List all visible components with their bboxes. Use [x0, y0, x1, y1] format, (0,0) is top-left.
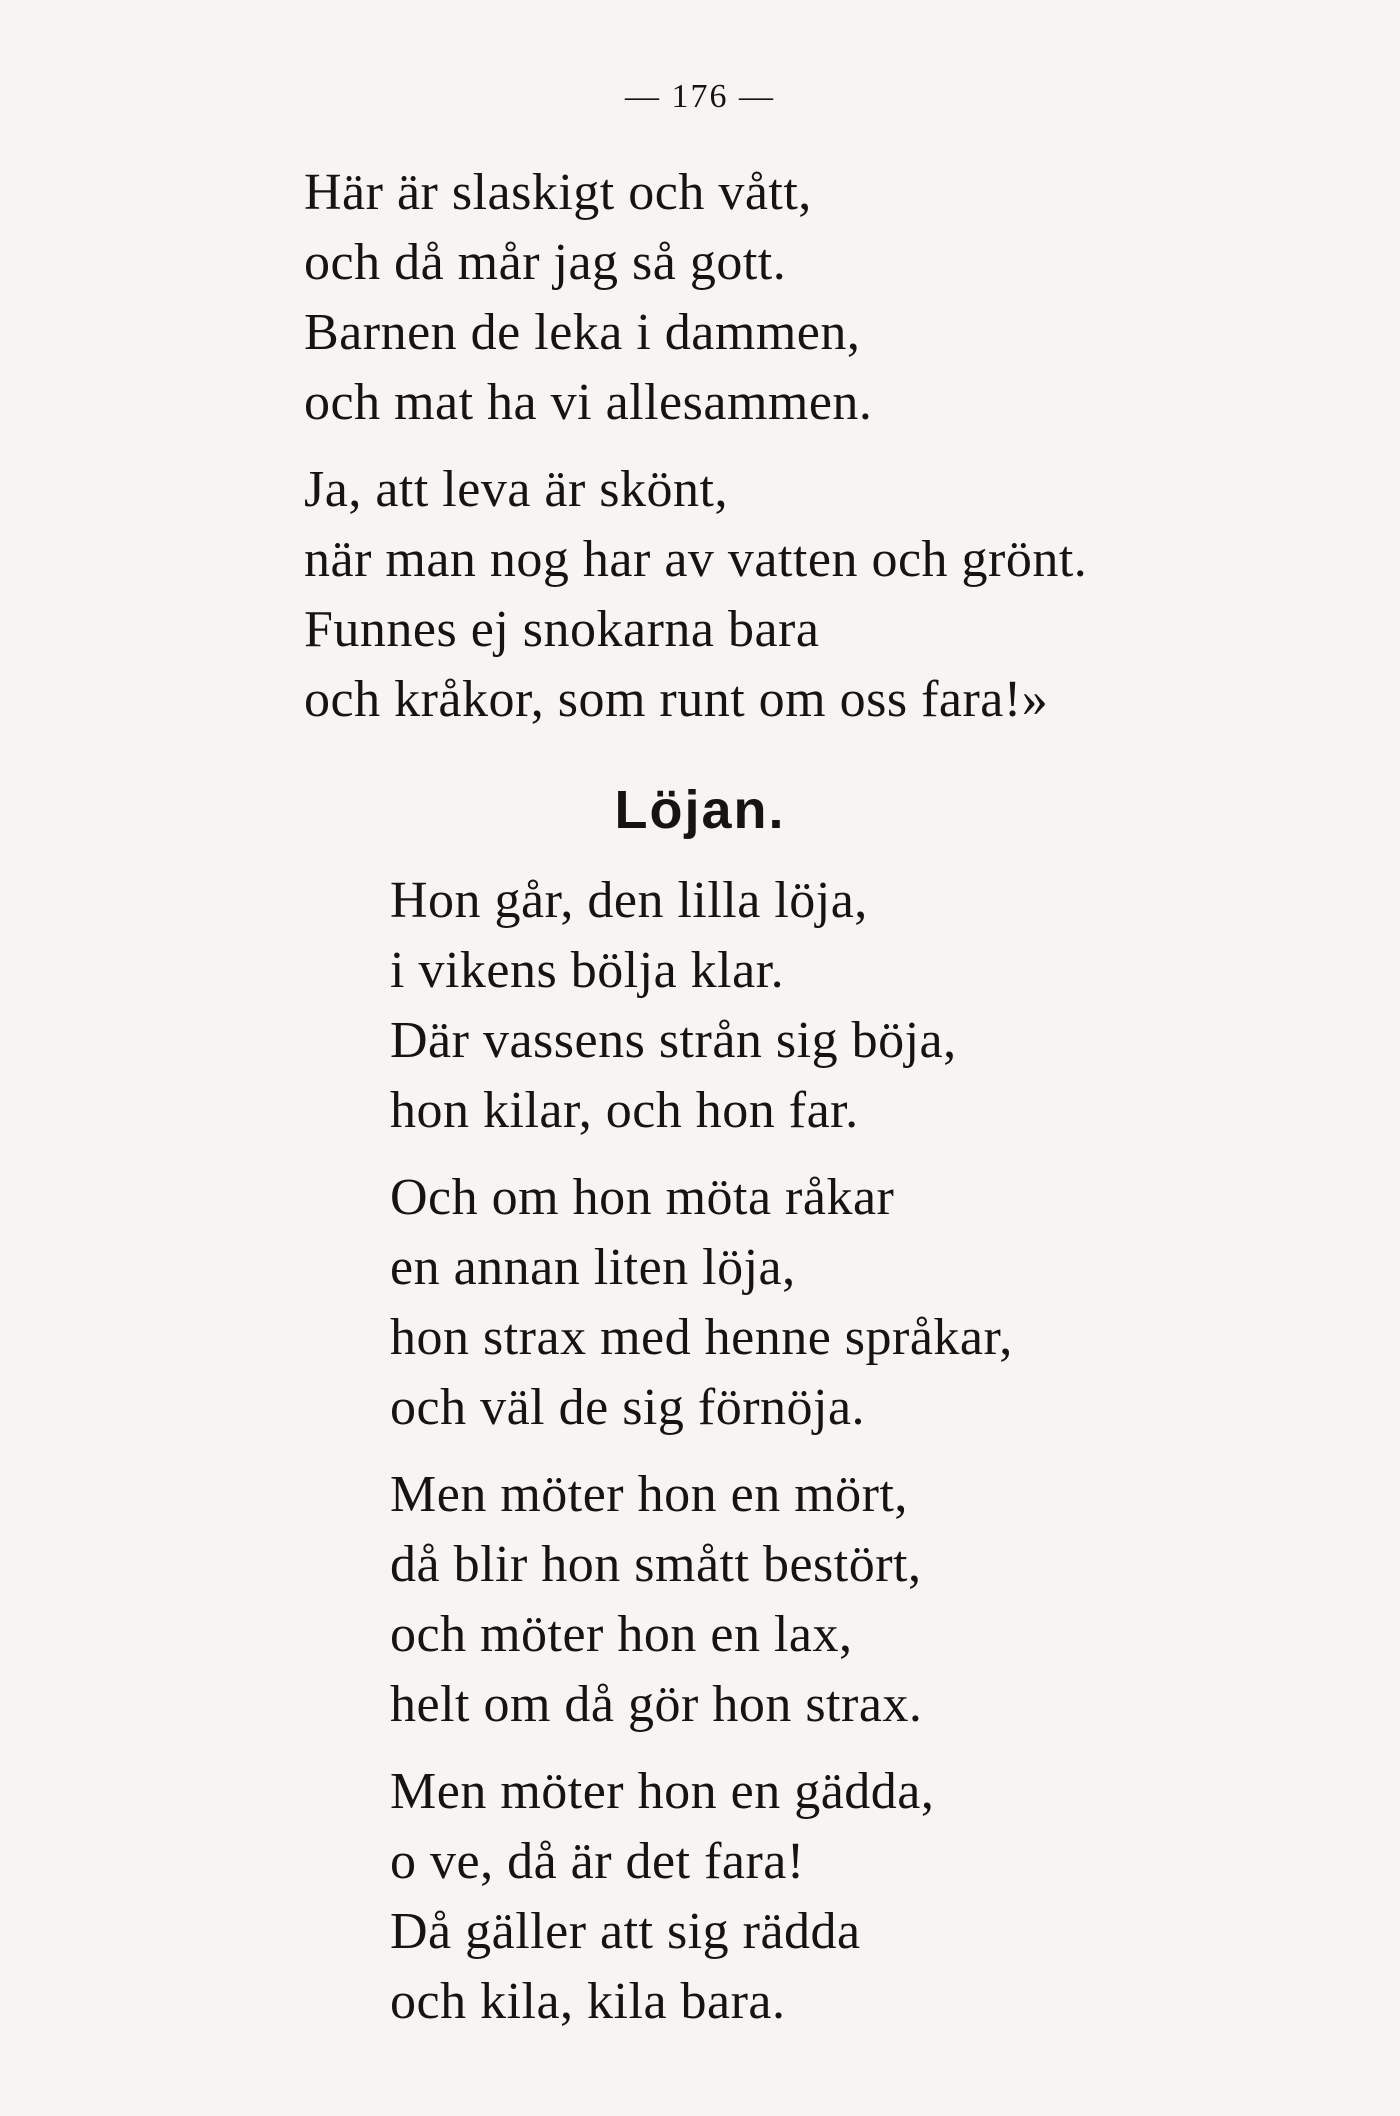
stanza	[390, 1460, 922, 1740]
stanza	[390, 866, 957, 1146]
poem-line: i vikens bölja klar.	[390, 942, 785, 999]
poem-line: Då gäller att sig rädda	[390, 1903, 861, 1960]
poem-line: och möter hon en lax,	[390, 1606, 853, 1663]
stanza	[304, 455, 1087, 735]
poem-line: då blir hon smått bestört,	[390, 1536, 922, 1593]
poem-line: Barnen de leka i dammen,	[304, 304, 861, 361]
poem-line: och mat ha vi allesammen.	[304, 374, 873, 431]
poem-line: en annan liten löja,	[390, 1239, 796, 1296]
poem-line: och kråkor, som runt om oss fara!»	[304, 671, 1049, 728]
poem-line: Ja, att leva är skönt,	[304, 461, 728, 518]
poem-line: Här är slaskigt och vått,	[304, 164, 812, 221]
poem-title: Löjan.	[614, 780, 786, 840]
poem-line: Men möter hon en mört,	[390, 1466, 908, 1523]
poem-line: helt om då gör hon strax.	[390, 1676, 923, 1733]
poem-line: hon strax med henne språkar,	[390, 1309, 1013, 1366]
poem-line: Och om hon möta råkar	[390, 1169, 895, 1226]
poem-line: Där vassens strån sig böja,	[390, 1012, 957, 1069]
poem-line: och kila, kila bara.	[390, 1973, 786, 2030]
poem-line: o ve, då är det fara!	[390, 1833, 805, 1890]
poem-line: Hon går, den lilla löja,	[390, 872, 868, 929]
page-number: — 176 —	[625, 78, 775, 115]
poem-line: Funnes ej snokarna bara	[304, 601, 820, 658]
poem-line: Men möter hon en gädda,	[390, 1763, 935, 1820]
poem-line: när man nog har av vatten och grönt.	[304, 531, 1088, 588]
stanza	[390, 1163, 1013, 1443]
poem-line: och då mår jag så gott.	[304, 234, 787, 291]
poem-line: hon kilar, och hon far.	[390, 1082, 859, 1139]
poem-line: och väl de sig förnöja.	[390, 1379, 866, 1436]
stanza	[390, 1757, 934, 2037]
stanza	[304, 158, 872, 438]
